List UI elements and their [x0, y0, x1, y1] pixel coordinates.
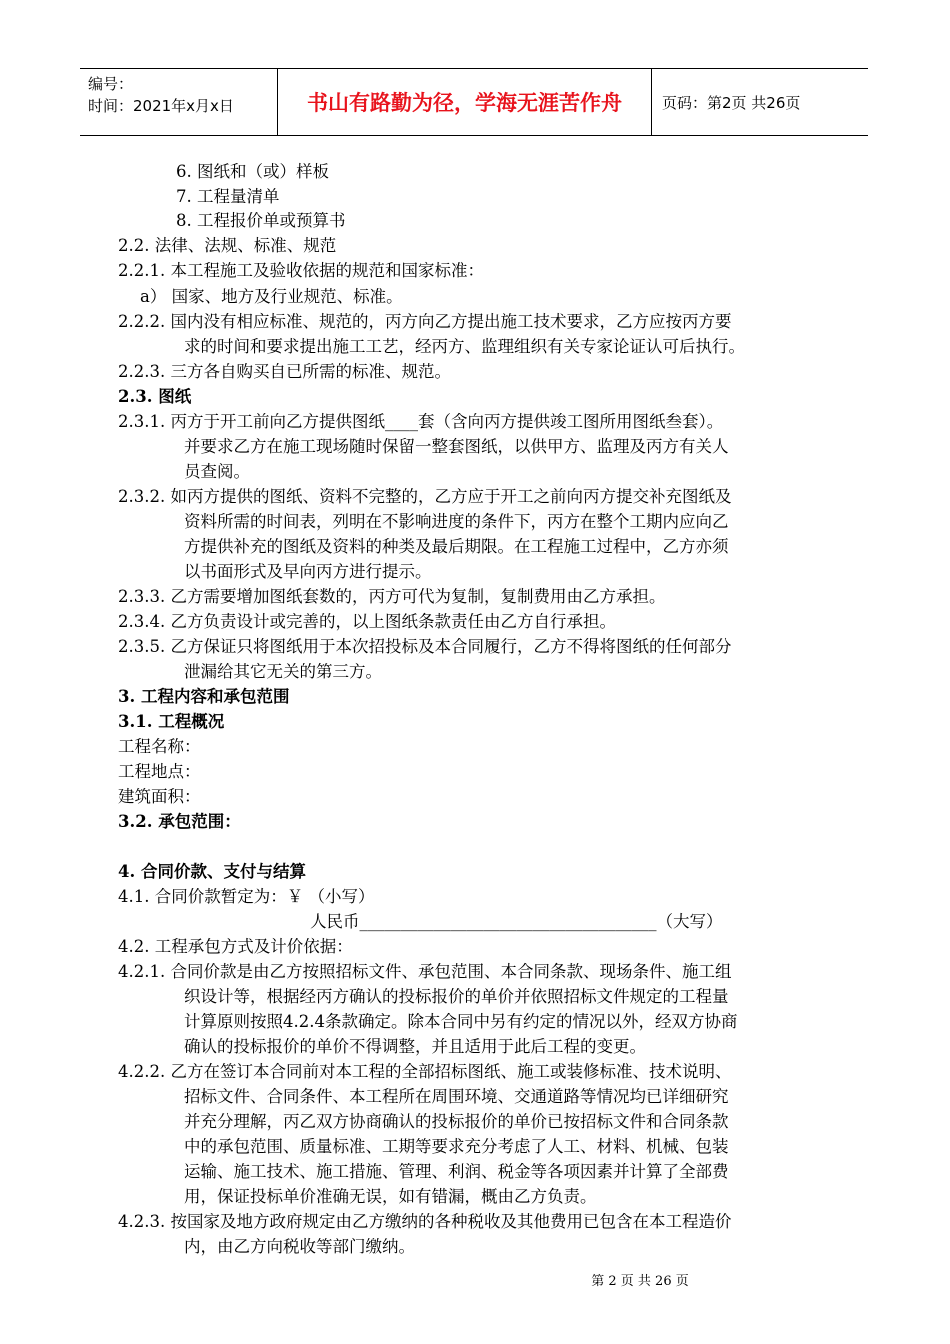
paragraph-line: 并要求乙方在施工现场随时保留一整套图纸，以供甲方、监理及丙方有关人 — [184, 437, 729, 456]
paragraph-line: 2.3.5. 乙方保证只将图纸用于本次招投标及本合同履行，乙方不得将图纸的任何部分 — [118, 637, 732, 656]
paragraph-line: 织设计等，根据经丙方确认的投标报价的单价并依照招标文件规定的工程量 — [184, 987, 729, 1006]
paragraph-line: 以书面形式及早向丙方进行提示。 — [184, 562, 432, 581]
section-heading: 2.2. 法律、法规、标准、规范 — [118, 236, 337, 255]
paragraph-line: 2.2.1. 本工程施工及验收依据的规范和国家标准： — [118, 261, 484, 280]
section-heading: 3. 工程内容和承包范围 — [118, 687, 290, 706]
paragraph-line: 确认的投标报价的单价不得调整，并且适用于此后工程的变更。 — [184, 1037, 646, 1056]
time-label: 时间：2021年x月x日 — [88, 97, 234, 115]
section-heading: 2.3. 图纸 — [118, 387, 192, 406]
paragraph-line: 4.2.2. 乙方在签订本合同前对本工程的全部招标图纸、施工或装修标准、技术说明、 — [118, 1062, 732, 1081]
header-meta — [80, 69, 278, 135]
list-item: 7. 工程量清单 — [176, 187, 280, 206]
field-label: 工程名称： — [118, 737, 201, 756]
paragraph-line: 中的承包范围、质量标准、工期等要求充分考虑了人工、材料、机械、包装 — [184, 1137, 729, 1156]
section-heading: 3.1. 工程概况 — [118, 712, 225, 731]
header-page-info: 页码：第2页 共26页 — [662, 93, 801, 112]
header-motto: 书山有路勤为径，学海无涯苦作舟 — [278, 69, 652, 135]
paragraph-line: 方提供补充的图纸及资料的种类及最后期限。在工程施工过程中，乙方亦须 — [184, 537, 729, 556]
paragraph-line: 招标文件、合同条件、本工程所在周围环境、交通道路等情况均已详细研究 — [184, 1087, 729, 1106]
paragraph-line: 内，由乙方向税收等部门缴纳。 — [184, 1237, 415, 1256]
list-item: 6. 图纸和（或）样板 — [176, 162, 329, 181]
paragraph-line: 2.2.2. 国内没有相应标准、规范的，丙方向乙方提出施工技术要求，乙方应按丙方要 — [118, 312, 732, 331]
page-footer: 第 2 页 共 26 页 — [591, 1274, 689, 1289]
section-heading: 4. 合同价款、支付与结算 — [118, 862, 306, 881]
page-header — [80, 68, 868, 136]
paragraph-line: 人民币____________________________________（大写） — [310, 912, 723, 931]
paragraph-line: 泄漏给其它无关的第三方。 — [184, 662, 382, 681]
paragraph-line: 资料所需的时间表，列明在不影响进度的条件下，丙方在整个工期内应向乙 — [184, 512, 729, 531]
paragraph-line: 2.3.1. 丙方于开工前向乙方提供图纸____套（含向丙方提供竣工图所用图纸叁套）。 — [118, 412, 724, 431]
paragraph-line: 2.3.2. 如丙方提供的图纸、资料不完整的，乙方应于开工之前向丙方提交补充图纸及 — [118, 487, 732, 506]
paragraph-line: 2.3.4. 乙方负责设计或完善的，以上图纸条款责任由乙方自行承担。 — [118, 612, 616, 631]
paragraph-line: 4.1. 合同价款暂定为：￥ （小写） — [118, 887, 375, 906]
paragraph-line: 4.2.1. 合同价款是由乙方按照招标文件、承包范围、本合同条款、现场条件、施工组 — [118, 962, 732, 981]
paragraph-line: 2.3.3. 乙方需要增加图纸套数的，丙方可代为复制，复制费用由乙方承担。 — [118, 587, 666, 606]
paragraph-line: 计算原则按照4.2.4条款确定。除本合同中另有约定的情况以外，经双方协商 — [184, 1012, 738, 1031]
number-label: 编号： — [88, 75, 134, 93]
field-label: 工程地点： — [118, 762, 201, 781]
paragraph-line: 求的时间和要求提出施工工艺，经丙方、监理组织有关专家论证认可后执行。 — [184, 337, 745, 356]
list-item: 8. 工程报价单或预算书 — [176, 211, 346, 230]
list-item: a） 国家、地方及行业规范、标准。 — [140, 287, 403, 306]
paragraph-line: 4.2. 工程承包方式及计价依据： — [118, 937, 353, 956]
field-label: 建筑面积： — [118, 787, 201, 806]
paragraph-line: 用，保证投标单价准确无误，如有错漏，概由乙方负责。 — [184, 1187, 597, 1206]
paragraph-line: 员查阅。 — [184, 462, 250, 481]
paragraph-line: 4.2.3. 按国家及地方政府规定由乙方缴纳的各种税收及其他费用已包含在本工程造价 — [118, 1212, 732, 1231]
paragraph-line: 并充分理解，丙乙双方协商确认的投标报价的单价已按招标文件和合同条款 — [184, 1112, 729, 1131]
paragraph-line: 2.2.3. 三方各自购买自已所需的标准、规范。 — [118, 362, 451, 381]
section-heading: 3.2. 承包范围： — [118, 812, 241, 831]
paragraph-line: 运输、施工技术、施工措施、管理、利润、税金等各项因素并计算了全部费 — [184, 1162, 729, 1181]
